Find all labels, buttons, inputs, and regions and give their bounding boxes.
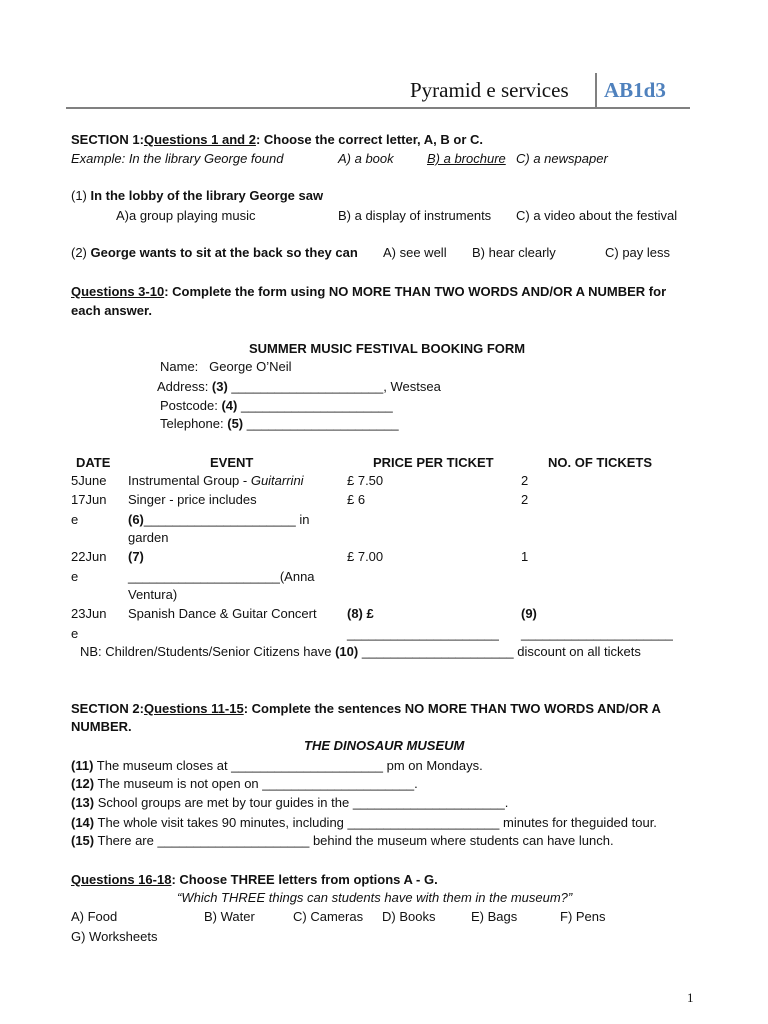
document-code: AB1d3 xyxy=(604,78,666,102)
header-divider xyxy=(595,73,597,109)
row3-date: 22Jun xyxy=(71,549,107,564)
row3-price: £ 7.00 xyxy=(347,549,384,564)
row4-date: 23Jun xyxy=(71,606,107,621)
sentence-13: (13) School groups are met by tour guides in the _____________________. xyxy=(71,795,509,810)
q2-option-b: B) hear clearly xyxy=(472,245,556,260)
section2-heading-cont: NUMBER. xyxy=(71,719,132,734)
col-header-tickets: NO. OF TICKETS xyxy=(548,455,652,470)
example-option-a: A) a book xyxy=(338,151,394,166)
option-f: F) Pens xyxy=(560,909,606,924)
row2-event-cont: garden xyxy=(128,530,169,545)
example-question: Example: In the library George found xyxy=(71,151,284,166)
col-header-price: PRICE PER TICKET xyxy=(373,455,494,470)
row2-price: £ 6 xyxy=(347,492,366,507)
form-instructions-cont: each answer. xyxy=(71,303,152,318)
row3-event-cont: Ventura) xyxy=(128,587,178,602)
section1-heading: SECTION 1:Questions 1 and 2: Choose the correct letter, A, B or C. xyxy=(71,132,484,147)
row1-date: 5June xyxy=(71,473,107,488)
row4-date-cont: e xyxy=(71,626,79,641)
row3-event-blank: _____________________(Anna xyxy=(128,569,315,584)
row1-event: Instrumental Group - Guitarrini xyxy=(128,473,304,488)
row2-date-cont: e xyxy=(71,512,79,527)
option-a: A) Food xyxy=(71,909,118,924)
form-postcode-row: Postcode: (4) _____________________ xyxy=(160,398,393,413)
col-header-event: EVENT xyxy=(210,455,254,470)
row3-tickets: 1 xyxy=(521,549,529,564)
q16-quote: “Which THREE things can students have with them in the museum?” xyxy=(177,890,573,905)
option-c: C) Cameras xyxy=(293,909,364,924)
q16-heading: Questions 16-18: Choose THREE letters from options A - G. xyxy=(71,872,438,887)
q1-option-b: B) a display of instruments xyxy=(338,208,492,223)
discount-note: NB: Children/Students/Senior Citizens have (10) _____________________ discount on all tickets xyxy=(80,644,641,659)
page-number: 1 xyxy=(687,990,694,1005)
document-title: Pyramid e services xyxy=(410,78,569,102)
row3-event-num: (7) xyxy=(128,549,144,564)
sentence-14: (14) The whole visit takes 90 minutes, including _____________________ minutes for theguided tour. xyxy=(71,815,657,830)
example-option-b: B) a brochure xyxy=(427,151,506,166)
col-header-date: DATE xyxy=(76,455,111,470)
option-g: G) Worksheets xyxy=(71,929,158,944)
q1-option-a: A)a group playing music xyxy=(116,208,256,223)
row3-date-cont: e xyxy=(71,569,79,584)
museum-title: THE DINOSAUR MUSEUM xyxy=(304,738,465,753)
example-option-c: C) a newspaper xyxy=(516,151,608,166)
row4-event: Spanish Dance & Guitar Concert xyxy=(128,606,317,621)
row1-price: £ 7.50 xyxy=(347,473,384,488)
q2-option-c: C) pay less xyxy=(605,245,671,260)
form-name-row: Name: George O’Neil xyxy=(160,359,292,374)
row2-event-blank: (6)_____________________ in xyxy=(128,512,310,527)
option-e: E) Bags xyxy=(471,909,518,924)
header-rule xyxy=(66,107,690,109)
row4-price-blank: _____________________ xyxy=(347,626,499,641)
row2-date: 17Jun xyxy=(71,492,107,507)
sentence-11: (11) The museum closes at _____________________ pm on Mondays. xyxy=(71,758,483,773)
form-instructions: Questions 3-10: Complete the form using NO MORE THAN TWO WORDS AND/OR A NUMBER for xyxy=(71,284,667,299)
row4-price: (8) £ xyxy=(347,606,374,621)
form-telephone-row: Telephone: (5) _____________________ xyxy=(160,416,399,431)
form-address-row: Address: (3) _____________________, Westsea xyxy=(157,379,441,394)
question-2: (2) George wants to sit at the back so they can xyxy=(71,245,358,260)
row2-tickets: 2 xyxy=(521,492,529,507)
section2-heading: SECTION 2:Questions 11-15: Complete the sentences NO MORE THAN TWO WORDS AND/OR A xyxy=(71,701,661,716)
row2-event: Singer - price includes xyxy=(128,492,257,507)
form-title: SUMMER MUSIC FESTIVAL BOOKING FORM xyxy=(249,341,526,356)
sentence-12: (12) The museum is not open on _____________________. xyxy=(71,776,418,791)
row4-tickets: (9) xyxy=(521,606,537,621)
option-b: B) Water xyxy=(204,909,255,924)
q1-option-c: C) a video about the festival xyxy=(516,208,678,223)
option-d: D) Books xyxy=(382,909,436,924)
q2-option-a: A) see well xyxy=(383,245,447,260)
sentence-15: (15) There are _____________________ behind the museum where students can have lunch. xyxy=(71,833,614,848)
row1-tickets: 2 xyxy=(521,473,529,488)
row4-tickets-blank: _____________________ xyxy=(521,626,673,641)
question-1: (1) In the lobby of the library George saw xyxy=(71,188,324,203)
